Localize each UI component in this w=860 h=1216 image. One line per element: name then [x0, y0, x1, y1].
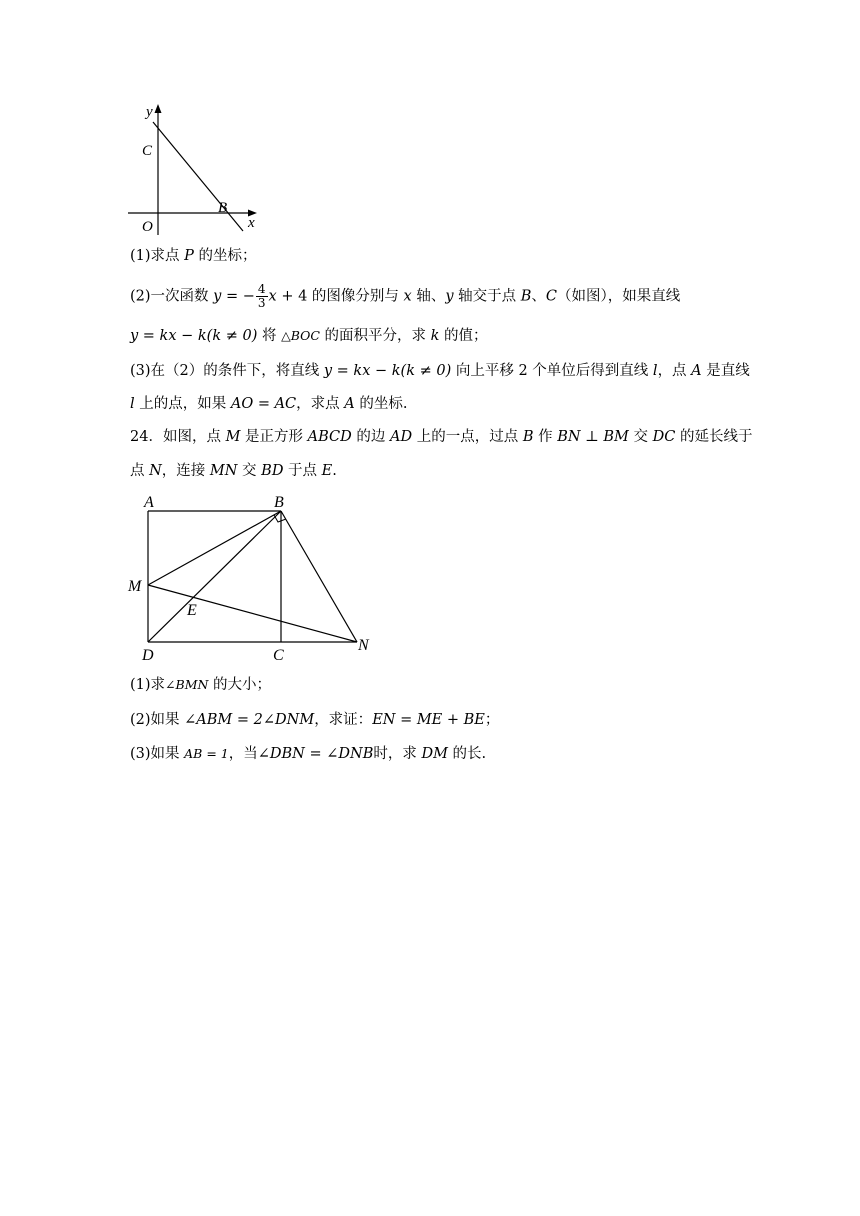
label-y: y [146, 104, 153, 120]
label-x: x [248, 215, 255, 231]
q23-part2-line2: y = kx − k(k ≠ 0) 将 △BOC 的面积平分，求 k 的值； [130, 328, 488, 344]
q23-part1: (1)求点 P 的坐标； [130, 248, 257, 264]
label-m: M [128, 578, 142, 595]
label-n: N [358, 637, 369, 654]
label-c: C [273, 647, 284, 664]
line-cb [153, 122, 243, 231]
label-a: A [144, 494, 154, 511]
square-figure [120, 488, 390, 668]
label-d: D [142, 647, 154, 664]
label-o: O [142, 219, 153, 235]
segment-mn [148, 585, 357, 642]
label-b: B [218, 200, 228, 216]
q23-part2-line1: (2)一次函数 y = − $\frac{4}{3}$ x + 4 的图像分别与 x 轴、y 轴交于点 B、C（如图），如果直线 [130, 282, 681, 310]
segment-bn [281, 511, 357, 642]
q23-part3-line2: l 上的点，如果 AO = AC，求点 A 的坐标. [130, 396, 408, 412]
segment-bd [148, 511, 281, 642]
q24-part1: (1)求∠BMN 的大小； [130, 677, 272, 693]
q24-part2: (2)如果 ∠ABM = 2∠DNM，求证：EN = ME + BE； [130, 712, 500, 728]
label-b: B [274, 494, 284, 511]
q24-part3: (3)如果 AB = 1，当∠DBN = ∠DNB时，求 DM 的长. [130, 746, 487, 762]
fraction: $\frac{4}{3}$ [257, 282, 266, 310]
coordinate-figure [120, 100, 270, 240]
q24-intro-line2: 点 N，连接 MN 交 BD 于点 E. [130, 463, 337, 479]
label-e: E [187, 602, 197, 619]
q24-intro-line1: 24．如图，点 M 是正方形 ABCD 的边 AD 上的一点，过点 B 作 BN ⊥ BM 交 DC 的延长线于 [130, 429, 753, 445]
label-c: C [142, 143, 153, 159]
segment-bm [148, 511, 281, 585]
y-axis-arrow [155, 104, 162, 113]
q23-part3-line1: (3)在（2）的条件下，将直线 y = kx − k(k ≠ 0) 向上平移 2 个单位后得到直线 l，点 A 是直线 [130, 363, 750, 379]
